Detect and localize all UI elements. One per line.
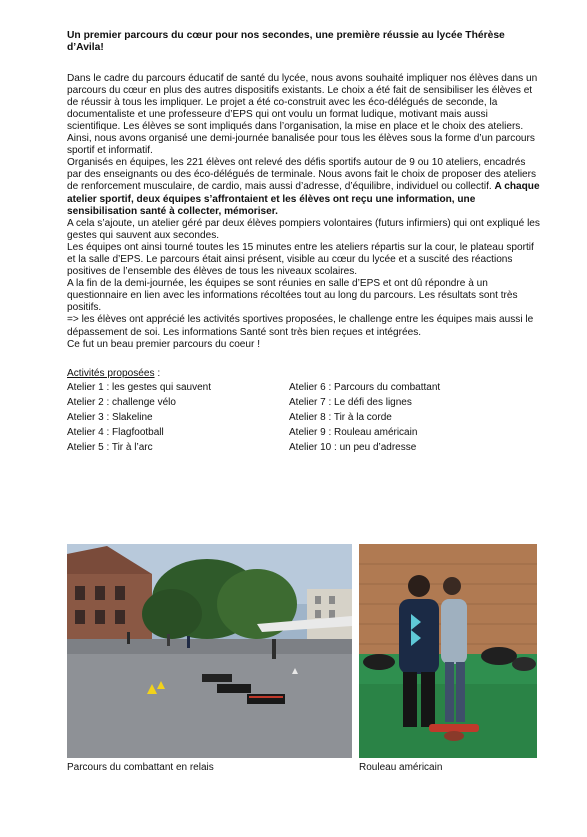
gym-illustration: [359, 544, 537, 758]
activity-item: Atelier 3 : Slakeline: [67, 411, 153, 423]
activity-item: Atelier 5 : Tir à l’arc: [67, 441, 153, 453]
paragraph-context: Dans le cadre du parcours éducatif de santé du lycée, nous avons souhaité impliquer nos élèves dans un parcours du cœur en plus des autres dispositifs existants. Le choix a été fait de sensibiliser les élèves et de réussir à tous les impliquer. Le projet a été co-construit avec les éco-délégués de seconde, la documentaliste et une professeure d’EPS qui ont voulu un format ludique, motivant mais aussi scientifique. Les élèves se sont impliqués dans l’organisation, la mise en place et le choix des ateliers.: [67, 72, 538, 132]
paragraph-rotation: Les équipes ont ainsi tourné toutes les 15 minutes entre les ateliers répartis sur la cour, le plateau sportif et la salle d’EPS. Le parcours était ainsi présent, visible au cœur du lycée et a suscité des réactions positives de l’ensemble des élèves de tous les niveaux scolaires.: [67, 241, 534, 278]
activities-heading: [67, 368, 541, 380]
paragraph-organisation: Ainsi, nous avons organisé une demi-journée banalisée pour tous les élèves sous la forme d’un parcours sportif et informatif.: [67, 133, 535, 157]
activity-item: Atelier 4 : Flagfootball: [67, 426, 164, 438]
photo-courtyard: [67, 544, 352, 758]
activity-item: Atelier 8 : Tir à la corde: [289, 411, 392, 423]
courtyard-illustration: [67, 544, 352, 758]
activity-item: Atelier 6 : Parcours du combattant: [289, 381, 441, 393]
paragraph-results: => les élèves ont apprécié les activités sportives proposées, le challenge entre les équipes mais aussi le dépassement de soi. Les informations Santé sont très bien reçues et intégrées.: [67, 314, 534, 338]
activity-item: Atelier 7 : Le défi des lignes: [289, 396, 412, 408]
activity-item: Atelier 9 : Rouleau américain: [289, 426, 418, 438]
paragraph-closing: Ce fut un beau premier parcours du coeur !: [67, 338, 261, 350]
activities-title: Activités proposées: [67, 367, 155, 379]
paragraph-teams-bold: A chaque atelier sportif, deux équipes s’affrontaient et les élèves ont reçu une information, une sensibilisation santé à collecter, mémoriser.: [67, 181, 540, 217]
photo-gym: [359, 544, 537, 758]
paragraph-teams: [67, 157, 541, 217]
activity-item: Atelier 1 : les gestes qui sauvent: [67, 381, 211, 393]
activity-item: Atelier 2 : challenge vélo: [67, 396, 176, 408]
paragraph-teams-text: Organisés en équipes, les 221 élèves ont relevé des défis sportifs autour de 9 ou 10 ateliers, encadrés par des enseignants ou des éco-délégués de terminale. Nous avons fait le choix de proposer des ateliers de renforcement musculaire, de cardio, mais aussi d’adresse, d’équilibre, individuel ou collectif.: [67, 157, 537, 193]
article-body: [67, 30, 541, 454]
caption-gym: Rouleau américain: [359, 762, 443, 773]
activities-section: [67, 368, 541, 454]
photo-row: [67, 544, 537, 758]
paragraph-questionnaire: A la fin de la demi-journée, les équipes se sont réunies en salle d’EPS et ont dû répondre à un questionnaire en lien avec les informations récoltées tout au long du parcours. Les résultats sont très positifs.: [67, 278, 518, 314]
article-title: Un premier parcours du cœur pour nos secondes, une première réussie au lycée Thérèse d’Avila!: [67, 30, 505, 54]
activities-list: [67, 382, 541, 454]
caption-courtyard: Parcours du combattant en relais: [67, 762, 214, 773]
paragraph-firefighters: A cela s’ajoute, un atelier géré par deux élèves pompiers volontaires (futurs infirmiers) qui ont expliqué les gestes qui sauvent aux secondes.: [67, 217, 540, 241]
activities-title-colon: :: [154, 367, 161, 379]
activity-item: Atelier 10 : un peu d’adresse: [289, 441, 417, 453]
